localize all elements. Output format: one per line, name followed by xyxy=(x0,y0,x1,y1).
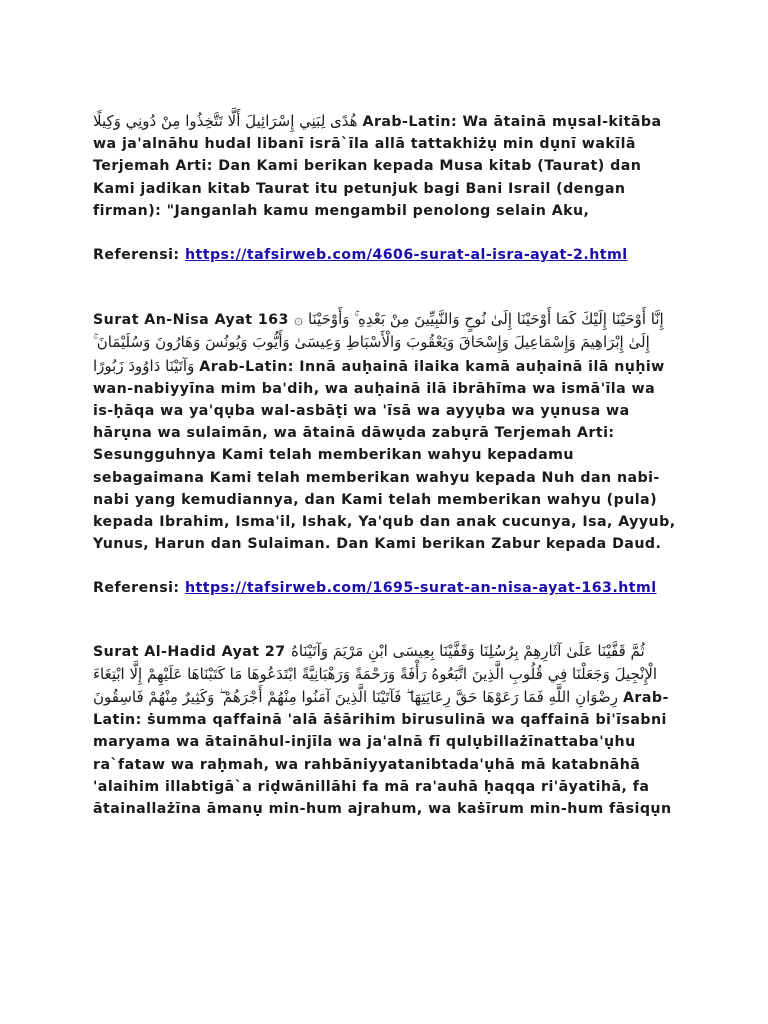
arabic-text: ثُمَّ قَفَّيْنَا عَلَىٰ آثَارِهِمْ بِرُسُلِنَا وَقَفَّيْنَا بِعِيسَى ابْنِ مَرْيَمَ وَآتَيْنَاهُ الْإِنْجِيلَ وَجَعَلْنَا فِي قُلُوبِ الَّذِينَ اتَّبَعُوهُ رَأْفَةً وَرَحْمَةً وَرَهْبَانِيَّةً ابْتَدَعُوهَا مَا كَتَبْنَاهَا عَلَيْهِمْ إِلَّا ابْتِغَاءَ رِضْوَانِ اللَّهِ فَمَا رَعَوْهَا حَقَّ رِعَايَتِهَا ۖ فَآتَيْنَا الَّذِينَ آمَنُوا مِنْهُمْ أَجْرَهُمْ ۖ وَكَثِيرٌ مِنْهُمْ فَاسِقُونَ xyxy=(93,641,658,707)
verse-paragraph xyxy=(93,640,676,821)
arabic-text: هُدًى لِبَنِي إِسْرَائِيلَ أَلَّا تَتَّخِذُوا مِنْ دُونِي وَكِيلًا xyxy=(93,112,358,130)
verse-heading: Surat Al-Hadid Ayat 27 xyxy=(93,643,286,660)
reference-label: Referensi: xyxy=(93,580,180,597)
latin-label: Arab-Latin: xyxy=(362,114,458,130)
latin-text: ṡumma qaffainā 'alā āṡārihim birusulinā wa qaffainā bi'īsabni maryama wa ātaināhul-injīla wa ja'alnā fī qulụbillażīnattaba'ụhu ra`fataw wa raḥmah, wa rahbāniyyatanibtada'ụhā mā katabnāhā 'alaihim illabtigā`a riḍwānillāhi fa mā ra'auhā ḥaqqa ri'āyatihā, fa ātainallażīna āmanụ min-hum ajrahum, wa kaṡīrum min-hum fāsiqụn xyxy=(93,712,672,818)
rub-el-hizb-icon: ۞ xyxy=(294,310,303,329)
translation-text: Sesungguhnya Kami telah memberikan wahyu kepadamu sebagaimana Kami telah memberikan wahyu kepada Nuh dan nabi-nabi yang kemudiannya, dan Kami telah memberikan wahyu (pula) kepada Ibrahim, Isma'il, Ishak, Ya'qub dan anak cucunya, Isa, Ayyub, Yunus, Harun dan Sulaiman. Dan Kami berikan Zabur kepada Daud. xyxy=(93,447,676,553)
reference-label: Referensi: xyxy=(93,247,180,264)
verse-paragraph xyxy=(93,308,676,555)
verse-paragraph xyxy=(93,110,676,222)
latin-text: Innā auḥainā ilaika kamā auḥainā ilā nụḥiw wan-nabiyyīna mim ba'dih, wa auḥainā ilā ibrāhīma wa ismā'īla wa is-ḥāqa wa ya'qụba wal-asbāṭi wa 'īsā wa ayyụba wa yụnusa wa hārụna wa sulaimān, wa ātainā dāwụda zabụrā xyxy=(93,358,665,442)
translation-label: Terjemah Arti: xyxy=(93,158,213,175)
translation-text: Dan Kami berikan kepada Musa kitab (Taurat) dan Kami jadikan kitab Taurat itu petunjuk bagi Bani Israil (dengan firman): "Janganlah kamu mengambil penolong selain Aku, xyxy=(93,158,642,219)
latin-label: Arab-Latin: xyxy=(93,690,669,729)
translation-label: Terjemah Arti: xyxy=(494,425,615,442)
reference-link[interactable]: https://tafsirweb.com/1695-surat-an-nisa-ayat-163.html xyxy=(184,580,657,597)
reference-line xyxy=(93,577,676,599)
verse-section-an-nisa-163 xyxy=(93,308,676,599)
verse-section-al-hadid-27 xyxy=(93,640,676,821)
latin-label: Arab-Latin: xyxy=(199,358,294,375)
reference-line xyxy=(93,244,676,266)
verse-section-al-isra xyxy=(93,110,676,266)
verse-heading: Surat An-Nisa Ayat 163 xyxy=(93,312,289,329)
latin-text: Wa ātainā mụsal-kitāba wa ja'alnāhu hudal libanī isrā`īla allā tattakhiżụ min dụnī wakīlā xyxy=(93,114,662,153)
arabic-text: إِنَّا أَوْحَيْنَا إِلَيْكَ كَمَا أَوْحَيْنَا إِلَىٰ نُوحٍ وَالنَّبِيِّينَ مِنْ بَعْدِهِ ۚ وَأَوْحَيْنَا إِلَىٰ إِبْرَاهِيمَ وَإِسْمَاعِيلَ وَإِسْحَاقَ وَيَعْقُوبَ وَالْأَسْبَاطِ وَعِيسَىٰ وَأَيُّوبَ وَيُونُسَ وَهَارُونَ وَسُلَيْمَانَ ۚ وَآتَيْنَا دَاوُودَ زَبُورًا xyxy=(93,310,664,375)
reference-link[interactable]: https://tafsirweb.com/4606-surat-al-isra-ayat-2.html xyxy=(184,247,628,264)
